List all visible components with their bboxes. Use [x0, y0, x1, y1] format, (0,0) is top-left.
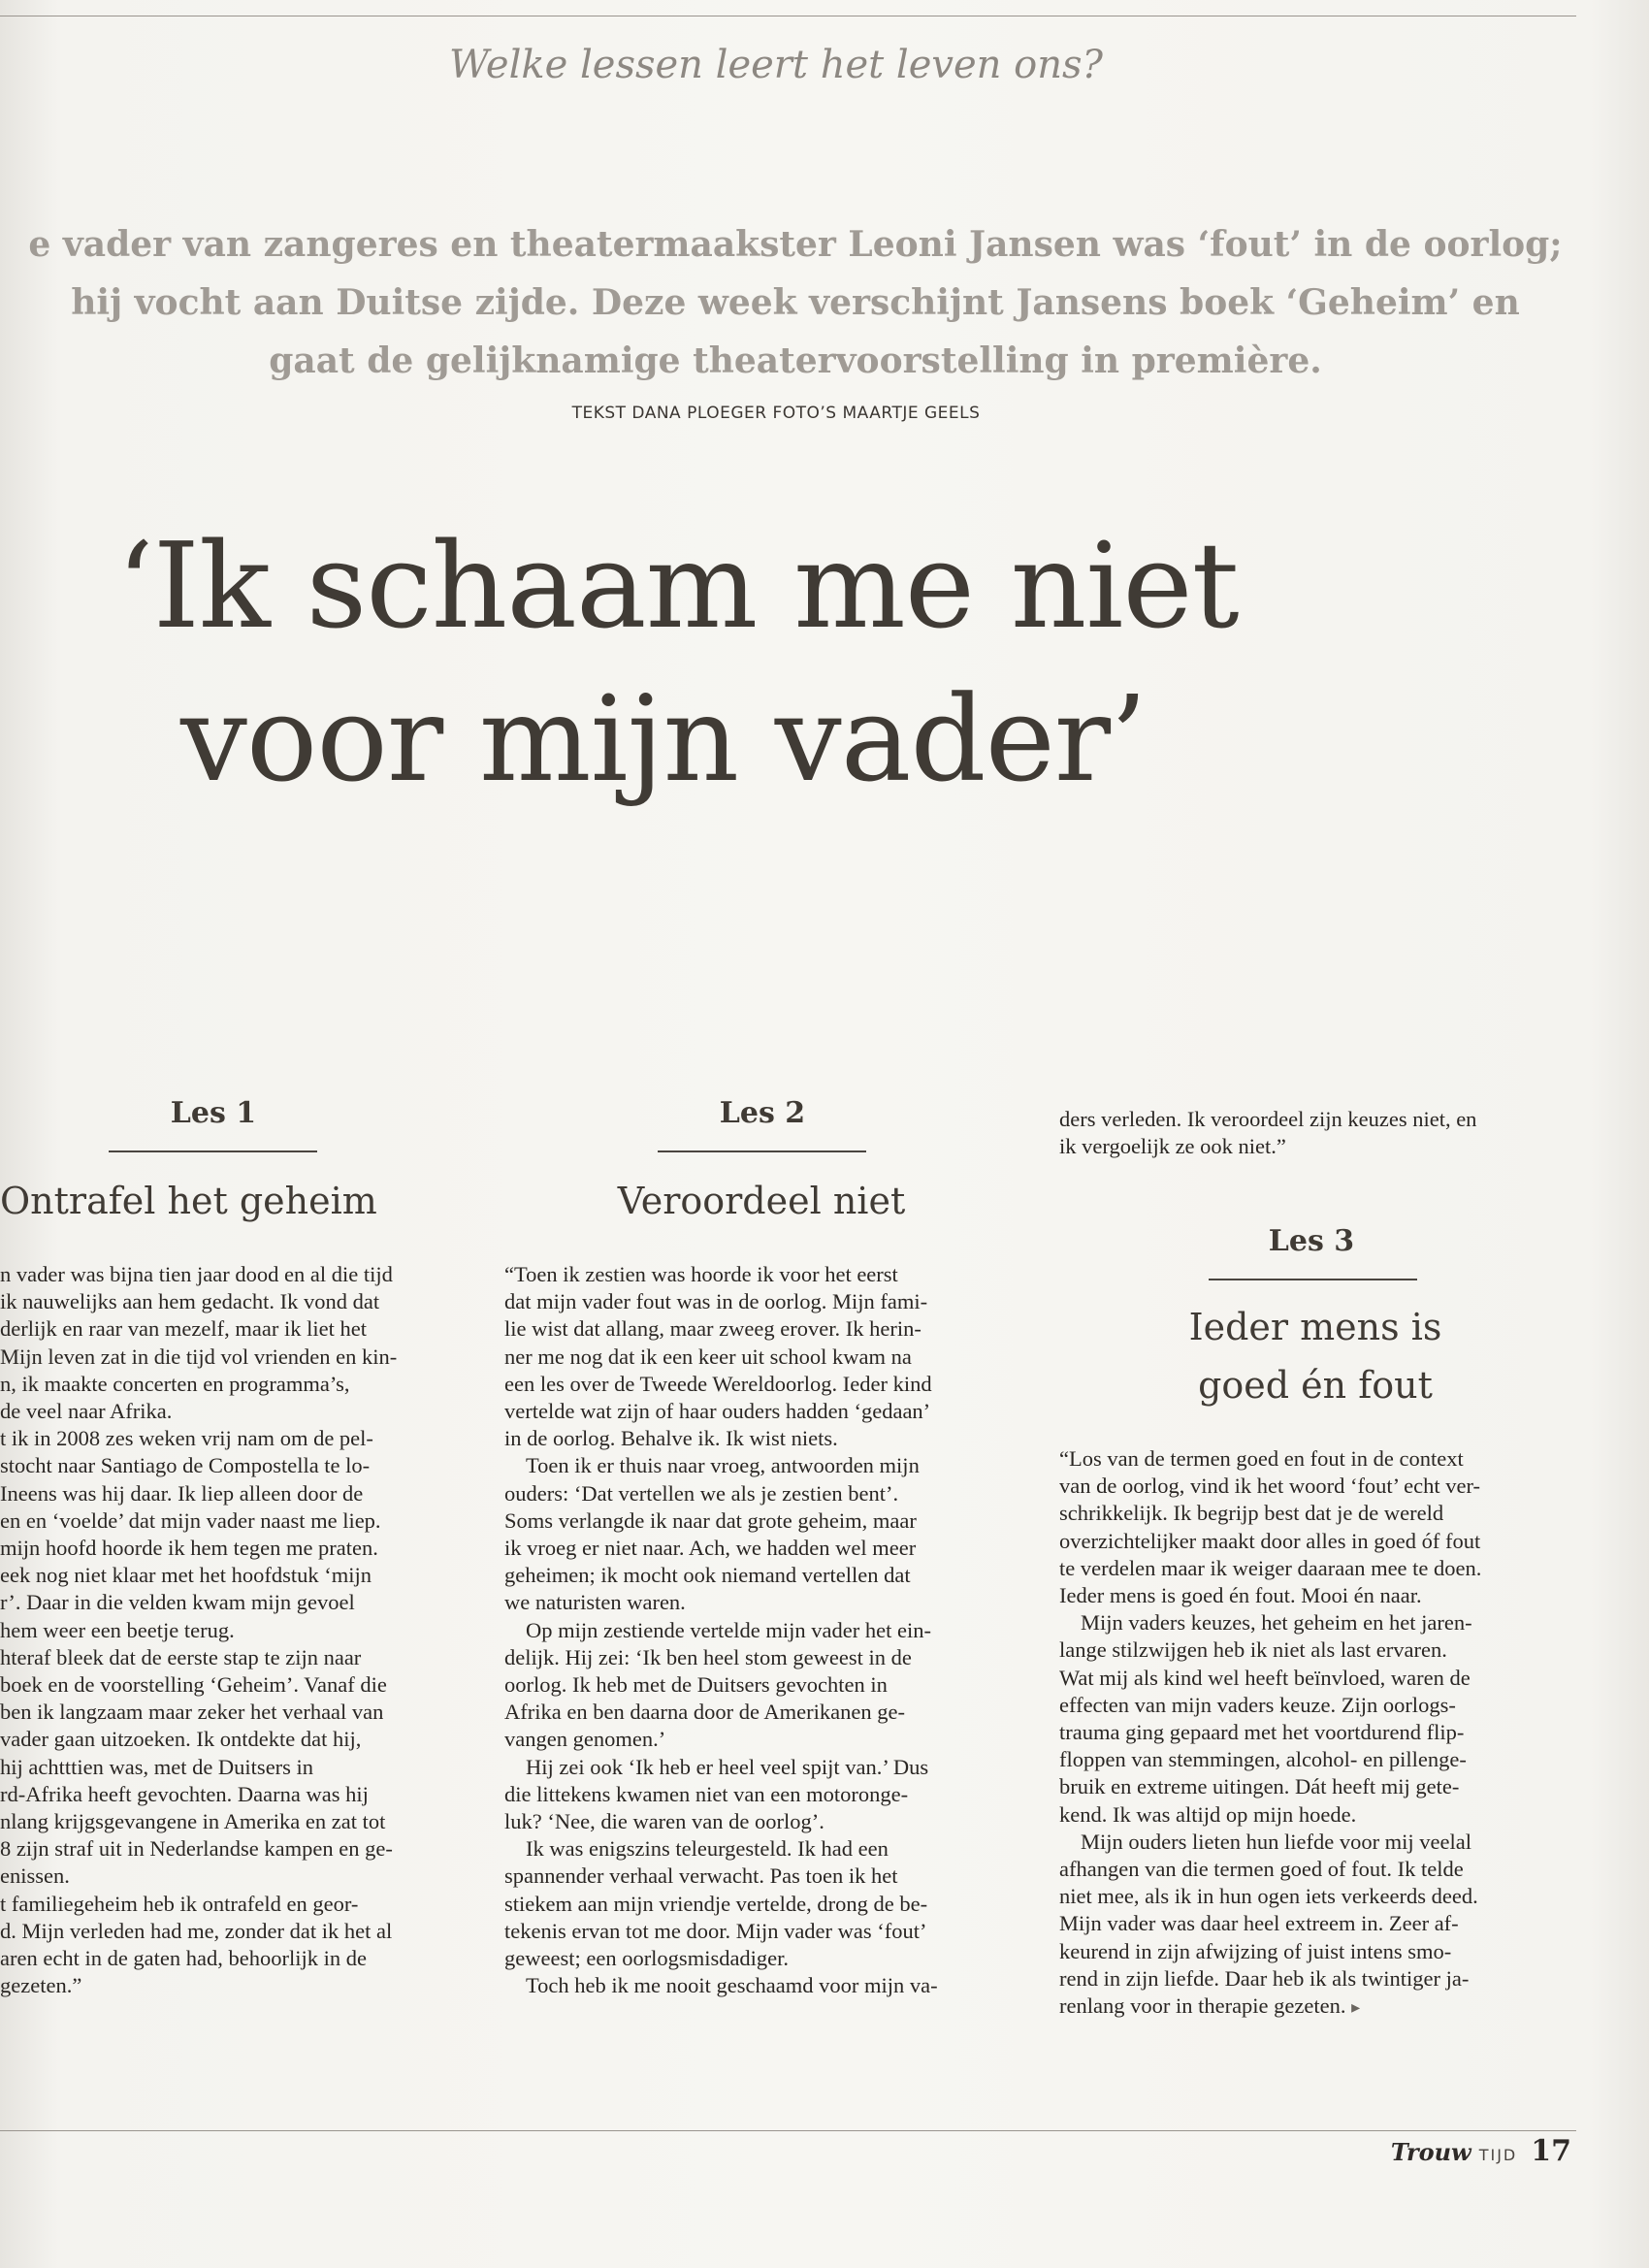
text-line: boek en de voorstelling ‘Geheim’. Vanaf die: [0, 1672, 387, 1698]
text-line: Wat mij als kind wel heeft beïnvloed, waren de: [1059, 1665, 1471, 1690]
text-line: in de oorlog. Behalve ik. Ik wist niets.: [504, 1426, 838, 1451]
bottom-rule: [0, 2130, 1576, 2131]
text-line: “Toen ik zestien was hoorde ik voor het eerst: [504, 1262, 898, 1286]
text-line: renlang voor in therapie gezeten. ▸: [1059, 1993, 1361, 2019]
text-line: luk? ‘Nee, die waren van de oorlog’.: [504, 1809, 824, 1834]
text-line: aren echt in de gaten had, behoorlijk in de: [0, 1946, 367, 1971]
text-line: eek nog niet klaar met het hoofdstuk ‘mijn: [0, 1563, 372, 1588]
text-line: ik vergoelijk ze ook niet.”: [1059, 1134, 1286, 1159]
text-line: nlang krijgsgevangene in Amerika en zat tot: [0, 1809, 386, 1834]
text-line: hij achtttien was, met de Duitsers in: [0, 1754, 314, 1779]
les-title-line: Veroordeel niet: [617, 1180, 906, 1222]
text-line: kend. Ik was altijd op mijn hoede.: [1059, 1801, 1357, 1827]
text-line: t ik in 2008 zes weken vrij nam om de pel-: [0, 1426, 373, 1451]
text-line: Toch heb ik me nooit geschaamd voor mijn va-: [526, 1973, 938, 1998]
les-title-line: Ieder mens is: [1188, 1306, 1442, 1348]
text-line: Ik was enigszins teleurgesteld. Ik had een: [526, 1836, 889, 1862]
text-line: rend in zijn liefde. Daar heb ik als twintiger ja-: [1059, 1965, 1470, 1991]
text-line: een les over de Tweede Wereldoorlog. Ieder kind: [504, 1371, 932, 1396]
text-line: van de oorlog, vind ik het woord ‘fout’ echt ver-: [1059, 1474, 1481, 1499]
text-line: geheimen; ik mocht ook niemand vertellen dat: [504, 1563, 911, 1588]
text-line: de veel naar Afrika.: [0, 1399, 173, 1424]
text-line: spannender verhaal verwacht. Pas toen ik het: [504, 1863, 898, 1889]
footer: [1358, 2134, 1571, 2183]
text-line: floppen van stemmingen, alcohol- en pillenge-: [1059, 1747, 1467, 1772]
les-title-line: Ontrafel het geheim: [0, 1180, 377, 1222]
text-line: te verdelen maar ik weiger daaraan mee te doen.: [1059, 1555, 1482, 1580]
intro-line: hij vocht aan Duitse zijde. Deze week verschijnt Jansens boek ‘Geheim’ en: [71, 282, 1520, 323]
les-2-rule: [658, 1150, 866, 1152]
les-1-title: [0, 1172, 436, 1230]
text-line: gezeten.”: [0, 1973, 82, 1998]
headline: [116, 509, 1523, 816]
text-line: ik nauwelijks aan hem gedacht. Ik vond dat: [0, 1289, 380, 1314]
column-1-text: [0, 1261, 468, 1999]
les-3-title: [1059, 1298, 1571, 1414]
text-line: schrikkelijk. Ik begrijp best dat je de wereld: [1059, 1501, 1444, 1526]
text-line: lange stilzwijgen heb ik niet als last ervaren.: [1059, 1637, 1447, 1663]
les-1-rule: [109, 1150, 317, 1152]
text-line: tekenis ervan tot me door. Mijn vader was ‘fout’: [504, 1918, 927, 1943]
column-3-text: [1059, 1445, 1571, 2021]
text-line: effecten van mijn vaders keuze. Zijn oorlogs-: [1059, 1692, 1456, 1717]
intro: [0, 215, 1591, 390]
text-line: we naturisten waren.: [504, 1590, 686, 1615]
column-2-text: [504, 1261, 1020, 1999]
text-line: Hij zei ook ‘Ik heb er heel veel spijt van.’ Dus: [526, 1754, 929, 1779]
text-line: d. Mijn verleden had me, zonder dat ik het al: [0, 1918, 393, 1943]
text-line: ner me nog dat ik een keer uit school kwam na: [504, 1344, 912, 1369]
text-line: dat mijn vader fout was in de oorlog. Mijn fami-: [504, 1289, 928, 1314]
text-line: keurend in zijn afwijzing of juist intens smo-: [1059, 1938, 1452, 1963]
text-line: en en ‘voelde’ dat mijn vader naast me liep.: [0, 1507, 381, 1533]
text-line: ders verleden. Ik veroordeel zijn keuzes niet, en: [1059, 1107, 1477, 1131]
les-3-rule: [1209, 1279, 1417, 1280]
text-line: 8 zijn straf uit in Nederlandse kampen en ge-: [0, 1836, 393, 1862]
text-line: Mijn vader was daar heel extreem in. Zeer af-: [1059, 1911, 1459, 1936]
headline-line: voor mijn vader’: [180, 670, 1147, 808]
text-line: lie wist dat allang, maar zweeg erover. Ik herin-: [504, 1316, 922, 1342]
text-line: t familiegeheim heb ik ontrafeld en geor-: [0, 1891, 359, 1916]
text-line: afhangen van die termen goed of fout. Ik telde: [1059, 1857, 1464, 1882]
text-line: ik vroeg er niet naar. Ach, we hadden wel meer: [504, 1536, 917, 1561]
text-line: bruik en extreme uitingen. Dát heeft mij gete-: [1059, 1774, 1460, 1799]
text-line: Afrika en ben daarna door de Amerikanen ge-: [504, 1700, 905, 1725]
text-line: hteraf bleek dat de eerste stap te zijn naar: [0, 1644, 362, 1669]
text-line: Op mijn zestiende vertelde mijn vader het ein-: [526, 1617, 931, 1642]
text-line: geweest; een oorlogsmisdadiger.: [504, 1946, 790, 1971]
footer-brand: Trouw: [1390, 2138, 1471, 2166]
text-line: ouders: ‘Dat vertellen we als je zestien bent’.: [504, 1480, 899, 1506]
les-3-label: Les 3: [1268, 1224, 1355, 1258]
text-line: vertelde wat zijn of haar ouders hadden ‘gedaan’: [504, 1399, 931, 1424]
text-line: stocht naar Santiago de Compostella te lo-: [0, 1453, 371, 1478]
text-line: n, ik maakte concerten en programma’s,: [0, 1371, 350, 1396]
text-line: derlijk en raar van mezelf, maar ik liet het: [0, 1316, 367, 1342]
text-line: delijk. Hij zei: ‘Ik ben heel stom geweest in de: [504, 1644, 912, 1669]
les-2-title: [504, 1172, 1018, 1230]
text-line: die littekens kwamen niet van een motoronge-: [504, 1781, 909, 1806]
end-mark-icon: ▸: [1351, 1997, 1361, 2018]
intro-line: e vader van zangeres en theatermaakster Leoni Jansen was ‘fout’ in de oorlog;: [28, 224, 1563, 265]
byline: TEKST DANA PLOEGER FOTO’S MAARTJE GEELS: [571, 404, 981, 423]
headline-line: ‘Ik schaam me niet: [116, 517, 1239, 655]
text-line: niet mee, als ik in hun ogen iets verkeerds deed.: [1059, 1884, 1478, 1909]
text-line: trauma ging gepaard met het voortdurend flip-: [1059, 1720, 1465, 1745]
les-2-label: Les 2: [719, 1096, 806, 1130]
kicker: Welke lessen leert het leven ons?: [449, 43, 1103, 87]
text-line: Mijn vaders keuzes, het geheim en het jaren-: [1081, 1610, 1472, 1636]
text-line: r’. Daar in die velden kwam mijn gevoel: [0, 1590, 355, 1615]
les-title-line: goed én fout: [1198, 1364, 1433, 1407]
text-line: Ineens was hij daar. Ik liep alleen door de: [0, 1480, 364, 1506]
text-line: “Los van de termen goed en fout in de context: [1059, 1446, 1464, 1471]
text-line: n vader was bijna tien jaar dood en al die tijd: [0, 1262, 393, 1286]
text-line: Toen ik er thuis naar vroeg, antwoorden mijn: [526, 1453, 920, 1478]
text-line: mijn hoofd hoorde ik hem tegen me praten.: [0, 1536, 378, 1561]
text-line: oorlog. Ik heb met de Duitsers gevochten in: [504, 1672, 888, 1698]
text-line: overzichtelijker maakt door alles in goed óf fout: [1059, 1528, 1481, 1553]
text-line: Mijn ouders lieten hun liefde voor mij veelal: [1081, 1829, 1472, 1854]
text-line: rd-Afrika heeft gevochten. Daarna was hij: [0, 1781, 369, 1806]
text-line: Mijn leven zat in die tijd vol vrienden en kin-: [0, 1344, 398, 1369]
les-1-label: Les 1: [170, 1096, 257, 1130]
footer-section: TIJD: [1478, 2146, 1518, 2164]
text-line: stiekem aan mijn vriendje vertelde, drong de be-: [504, 1891, 928, 1916]
column-3-continuation: [1059, 1106, 1571, 1160]
text-line: Ieder mens is goed én fout. Mooi én naar.: [1059, 1583, 1422, 1608]
text-line: ben ik langzaam maar zeker het verhaal van: [0, 1700, 384, 1725]
text-line: vader gaan uitzoeken. Ik ontdekte dat hij,: [0, 1727, 362, 1752]
text-line: Soms verlangde ik naar dat grote geheim, maar: [504, 1507, 917, 1533]
page-number: 17: [1531, 2134, 1571, 2168]
intro-line: gaat de gelijknamige theatervoorstelling in première.: [269, 340, 1322, 381]
text-line: hem weer een beetje terug.: [0, 1617, 235, 1642]
text-line: enissen.: [0, 1863, 70, 1889]
text-line: vangen genomen.’: [504, 1727, 666, 1752]
